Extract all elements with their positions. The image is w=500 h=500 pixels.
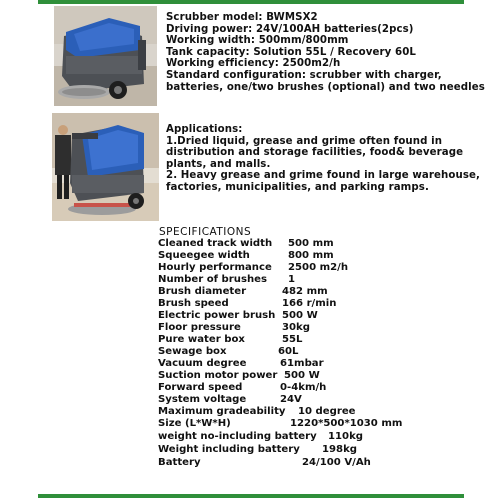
spec-label: Pure water box bbox=[158, 334, 245, 345]
applications-line: distribution and storage facilities, food& beverage bbox=[166, 147, 464, 159]
applications-line: 2. Heavy grease and grime found in large warehouse, bbox=[166, 170, 480, 182]
spec-value: 2500 m2/h bbox=[288, 262, 349, 273]
spec-label: System voltage bbox=[158, 394, 247, 405]
scrubber-photo-in-use bbox=[52, 113, 159, 221]
spec-label: Brush speed bbox=[158, 298, 229, 309]
spec-label: Squeegee width bbox=[158, 250, 250, 261]
spec-label: Maximum gradeability bbox=[158, 406, 286, 417]
applications-line: plants, and malls. bbox=[166, 158, 271, 170]
spec-label: Weight including battery bbox=[158, 444, 300, 455]
spec-value: 500 mm bbox=[288, 238, 334, 249]
description-line: batteries, one/two brushes (optional) and two needles bbox=[166, 81, 485, 93]
spec-value: 60L bbox=[278, 346, 299, 357]
top-accent-bar bbox=[38, 0, 464, 4]
spec-label: Brush diameter bbox=[158, 286, 247, 297]
spec-label: Floor pressure bbox=[158, 322, 241, 333]
description-line: Working efficiency: 2500m2/h bbox=[166, 58, 341, 70]
spec-value: 198kg bbox=[322, 444, 358, 455]
specifications-title: SPECIFICATIONS bbox=[159, 226, 252, 238]
spec-value: 500 W bbox=[284, 370, 320, 381]
spec-label: Electric power brush bbox=[158, 310, 276, 321]
spec-value: 500 W bbox=[282, 310, 318, 321]
spec-value: 30kg bbox=[282, 322, 310, 333]
spec-label: Sewage box bbox=[158, 346, 227, 357]
spec-value: 482 mm bbox=[282, 286, 328, 297]
spec-value: 24/100 V/Ah bbox=[302, 457, 371, 468]
applications-section bbox=[166, 124, 496, 194]
spec-value: 166 r/min bbox=[282, 298, 337, 309]
spec-value: 800 mm bbox=[288, 250, 334, 261]
description-line: Tank capacity: Solution 55L / Recovery 60L bbox=[166, 46, 416, 58]
spec-value: 24V bbox=[280, 394, 302, 405]
description-line: Standard configuration: scrubber with charger, bbox=[166, 69, 442, 81]
applications-line: factories, municipalities, and parking ramps. bbox=[166, 181, 429, 193]
spec-value: 1 bbox=[288, 274, 296, 285]
spec-label: Vacuum degree bbox=[158, 358, 247, 369]
spec-value: 10 degree bbox=[298, 406, 356, 417]
spec-label: Battery bbox=[158, 457, 201, 468]
description-line: Scrubber model: BWMSX2 bbox=[166, 12, 318, 23]
spec-label: Forward speed bbox=[158, 382, 243, 393]
spec-value: 1220*500*1030 mm bbox=[290, 418, 403, 429]
applications-heading: Applications: bbox=[166, 124, 243, 135]
scrubber-photo-front bbox=[54, 6, 157, 106]
spec-label: Hourly performance bbox=[158, 262, 272, 273]
spec-label: Size (L*W*H) bbox=[158, 418, 231, 429]
spec-value: 55L bbox=[282, 334, 303, 345]
spec-label: Number of brushes bbox=[158, 274, 267, 285]
machine-description bbox=[166, 12, 496, 93]
spec-value: 61mbar bbox=[280, 358, 324, 369]
spec-label: Cleaned track width bbox=[158, 238, 273, 249]
spec-label: Suction motor power bbox=[158, 370, 278, 381]
spec-value: 110kg bbox=[328, 431, 364, 442]
spec-value: 0-4km/h bbox=[280, 382, 327, 393]
bottom-accent-bar bbox=[38, 494, 464, 498]
description-line: Driving power: 24V/100AH batteries(2pcs) bbox=[166, 23, 414, 35]
applications-line: 1.Dried liquid, grease and grime often found in bbox=[166, 135, 443, 147]
spec-label: weight no-including battery bbox=[158, 431, 317, 442]
description-line: Working width: 500mm/800mm bbox=[166, 35, 349, 47]
